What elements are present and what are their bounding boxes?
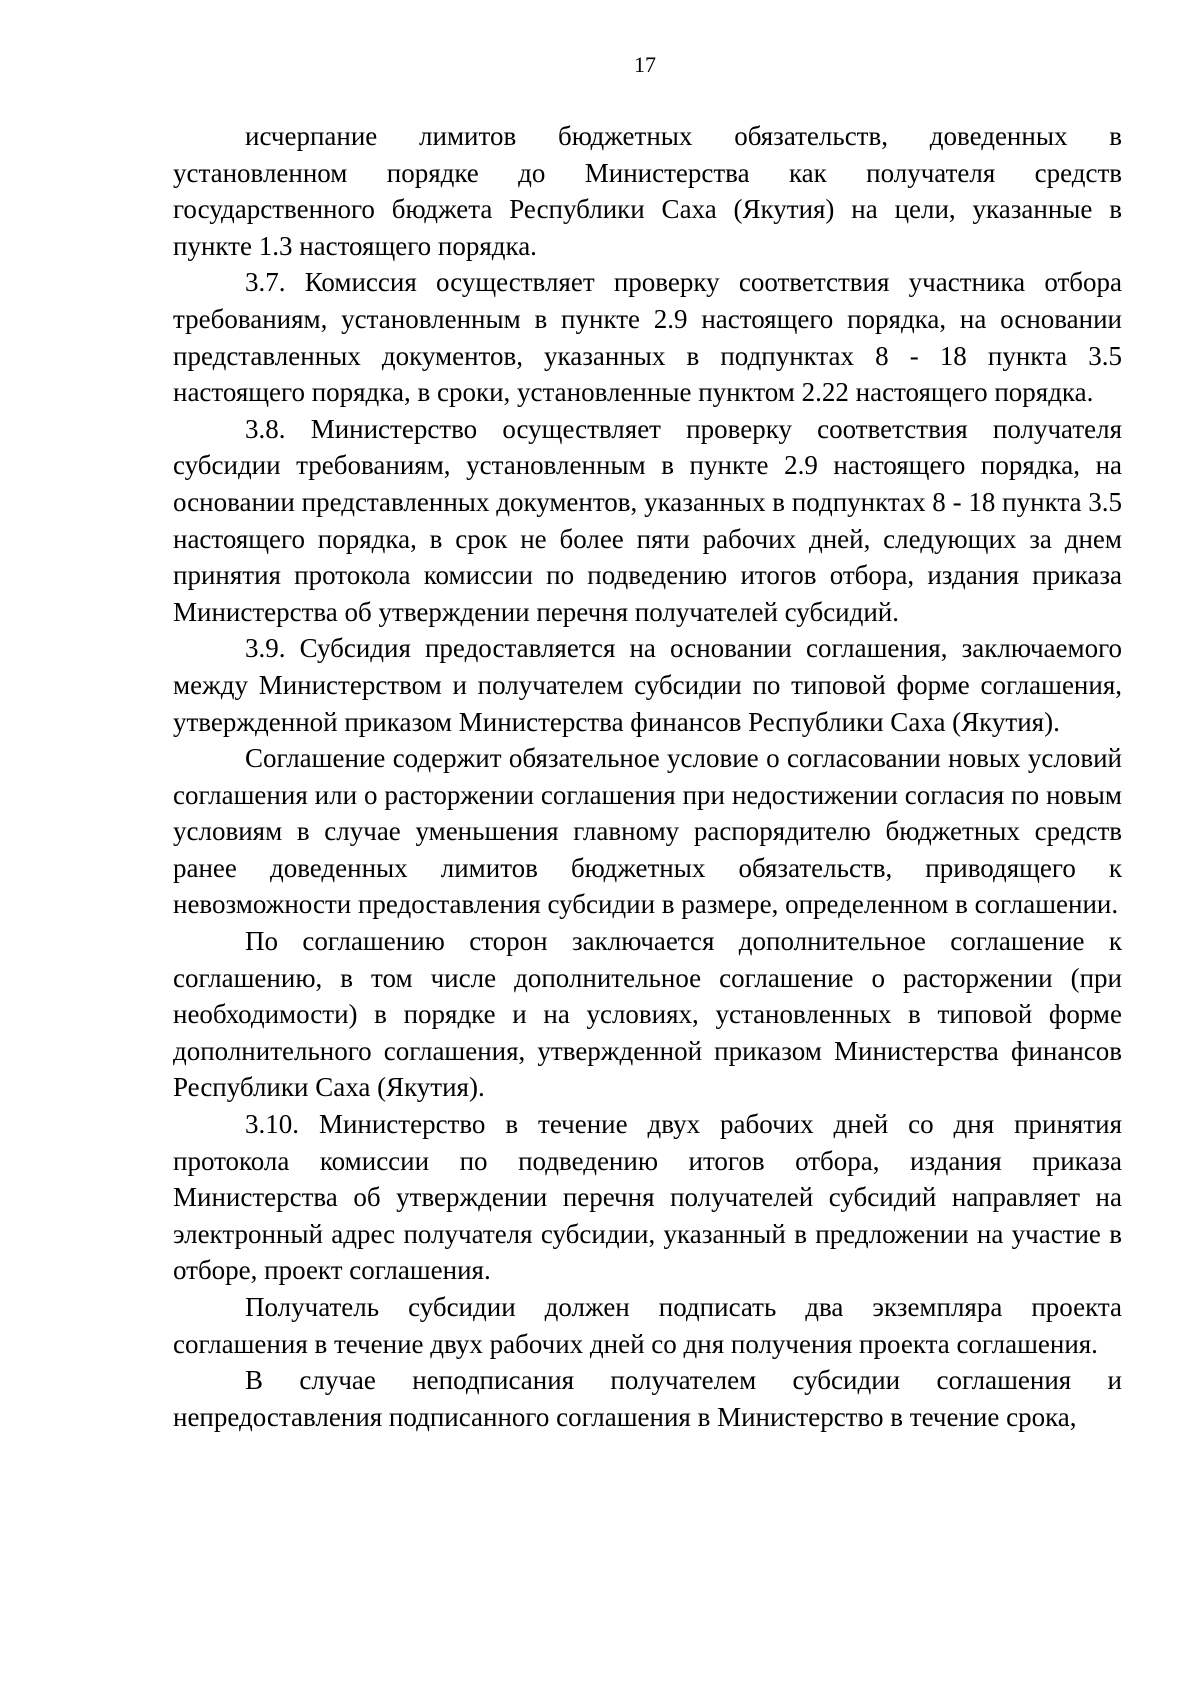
paragraph-continuation: исчерпание лимитов бюджетных обязательств, доведенных в установленном порядке до Министерства как получателя средств государственного бюджета Республики Саха (Якутия) на цели, указанные в пункте 1.3 настоящего порядка. [173, 121, 1122, 261]
page-number: 17 [634, 52, 656, 77]
paragraph-signing: Получатель субсидии должен подписать два экземпляра проекта соглашения в течение двух рабочих дней со дня получения проекта соглашения. [173, 1292, 1122, 1359]
paragraph-agreement-condition: Соглашение содержит обязательное условие о согласовании новых условий соглашения или о расторжении соглашения при недостижении согласия по новым условиям в случае уменьшения главному распорядителю бюджетных средств ранее доведенных лимитов бюджетных обязательств, приводящего к невозможности предоставления субсидии в размере, определенном в соглашении. [173, 743, 1122, 920]
paragraph-3-9: 3.9. Субсидия предоставляется на основании соглашения, заключаемого между Министерством и получателем субсидии по типовой форме соглашения, утвержденной приказом Министерства финансов Республики Саха (Якутия). [173, 633, 1122, 737]
paragraph-3-7: 3.7. Комиссия осуществляет проверку соответствия участника отбора требованиям, установленным в пункте 2.9 настоящего порядка, на основании представленных документов, указанных в подпунктах 8 - 18 пункта 3.5 настоящего порядка, в сроки, установленные пунктом 2.22 настоящего порядка. [173, 267, 1122, 408]
paragraph-non-signing: В случае неподписания получателем субсидии соглашения и непредоставления подписанного соглашения в Министерство в течение срока, [173, 1365, 1122, 1432]
paragraph-3-8: 3.8. Министерство осуществляет проверку соответствия получателя субсидии требованиям, установленным в пункте 2.9 настоящего порядка, на основании представленных документов, указанных в подпунктах 8 - 18 пункта 3.5 настоящего порядка, в срок не более пяти рабочих дней, следующих за днем принятия протокола комиссии по подведению итогов отбора, издания приказа Министерства об утверждении перечня получателей субсидий. [173, 413, 1122, 627]
paragraph-additional-agreement: По соглашению сторон заключается дополнительное соглашение к соглашению, в том числе дополнительное соглашение о расторжении (при необходимости) в порядке и на условиях, установленных в типовой форме дополнительного соглашения, утвержденной приказом Министерства финансов Республики Саха (Якутия). [173, 926, 1122, 1103]
paragraph-3-10: 3.10. Министерство в течение двух рабочих дней со дня принятия протокола комиссии по подведению итогов отбора, издания приказа Министерства об утверждении перечня получателей субсидий направляет на электронный адрес получателя субсидии, указанный в предложении на участие в отборе, проект соглашения. [173, 1109, 1122, 1286]
document-body [173, 118, 1122, 1435]
